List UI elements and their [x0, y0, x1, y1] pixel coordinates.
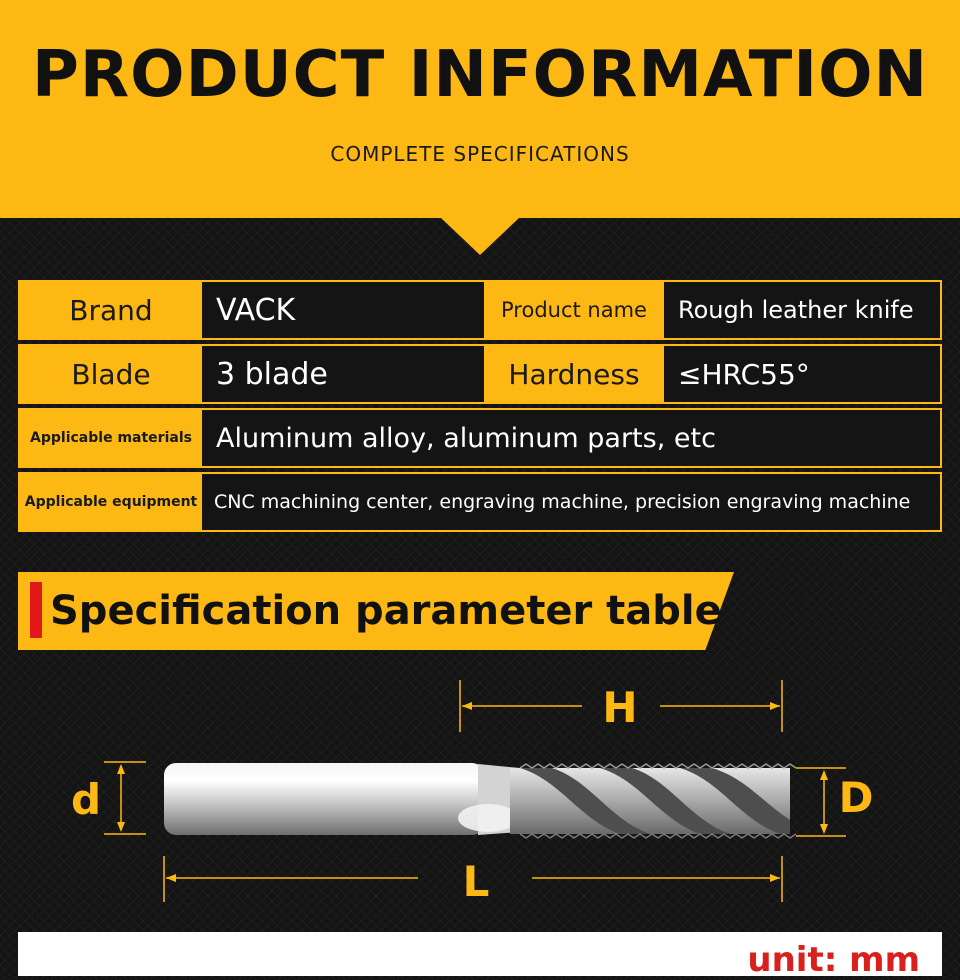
end-mill-diagram — [0, 660, 960, 930]
blade-label: Blade — [20, 346, 202, 402]
unit-label: unit: mm — [747, 940, 920, 980]
materials-value: Aluminum alloy, aluminum parts, etc — [216, 422, 716, 454]
dimension-h-label: H — [602, 683, 638, 732]
hardness-label: Hardness — [484, 346, 664, 402]
spec-row-equipment — [18, 472, 942, 532]
dimension-d-large-label: D — [838, 773, 874, 822]
dimension-l-label: L — [462, 857, 490, 906]
section-title: Specification parameter table — [50, 588, 722, 634]
product-name-value: Rough leather knife — [678, 296, 914, 324]
unit-panel — [18, 932, 942, 980]
header-notch — [440, 217, 520, 255]
product-name-label: Product name — [484, 282, 664, 338]
dimension-d-small-label: d — [70, 775, 102, 824]
equipment-value: CNC machining center, engraving machine, precision engraving machine — [214, 491, 911, 513]
page-title: PRODUCT INFORMATION — [31, 38, 929, 112]
blade-value: 3 blade — [216, 356, 328, 392]
equipment-label: Applicable equipment — [20, 474, 202, 530]
page-subtitle: COMPLETE SPECIFICATIONS — [330, 142, 630, 166]
spec-row-brand — [18, 280, 942, 340]
brand-label: Brand — [20, 282, 202, 338]
materials-label: Applicable materials — [20, 410, 202, 466]
section-marker — [30, 582, 42, 638]
hardness-value: ≤HRC55° — [678, 357, 810, 391]
brand-value: VACK — [216, 292, 296, 328]
tool-shank — [164, 763, 484, 835]
spec-row-blade — [18, 344, 942, 404]
spec-row-materials — [18, 408, 942, 468]
